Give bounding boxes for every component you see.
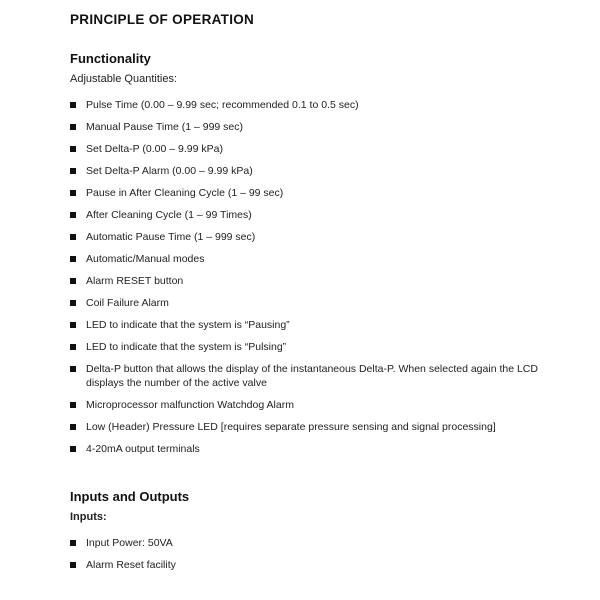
list-item <box>70 443 570 457</box>
list-item-text: Automatic Pause Time (1 – 999 sec) <box>86 231 256 243</box>
square-bullet-icon <box>70 102 76 108</box>
list-item-text: Input Power: 50VA <box>86 537 173 549</box>
list-item <box>70 399 570 413</box>
list-item-text: Delta-P button that allows the display of the instantaneous Delta-P. When selected again the LCD displays the number of the active valve <box>86 363 538 389</box>
list-item-text: LED to indicate that the system is “Pulsing” <box>86 341 287 353</box>
adjustable-quantities-label: Adjustable Quantities: <box>70 73 178 85</box>
document-title: PRINCIPLE OF OPERATION <box>70 12 255 27</box>
square-bullet-icon <box>70 190 76 196</box>
square-bullet-icon <box>70 562 76 568</box>
square-bullet-icon <box>70 322 76 328</box>
square-bullet-icon <box>70 146 76 152</box>
square-bullet-icon <box>70 168 76 174</box>
list-item <box>70 231 570 245</box>
list-item <box>70 209 570 223</box>
list-item-text: Automatic/Manual modes <box>86 253 205 265</box>
list-item <box>70 537 570 551</box>
list-item <box>70 275 570 289</box>
square-bullet-icon <box>70 344 76 350</box>
square-bullet-icon <box>70 446 76 452</box>
square-bullet-icon <box>70 234 76 240</box>
square-bullet-icon <box>70 212 76 218</box>
list-item-text: Alarm Reset facility <box>86 559 176 571</box>
list-item <box>70 165 570 179</box>
list-item-text: LED to indicate that the system is “Pausing” <box>86 319 290 331</box>
list-item-text: 4-20mA output terminals <box>86 442 200 455</box>
square-bullet-icon <box>70 256 76 262</box>
list-item <box>70 363 570 390</box>
list-item <box>70 121 570 135</box>
list-item-text: Alarm RESET button <box>86 275 184 287</box>
list-item-text: Pause in After Cleaning Cycle (1 – 99 sec) <box>86 187 284 199</box>
list-item-text: Pulse Time (0.00 – 9.99 sec; recommended 0.1 to 0.5 sec) <box>86 99 359 111</box>
list-item-text: Set Delta-P (0.00 – 9.99 kPa) <box>86 143 223 155</box>
inputs-label: Inputs: <box>70 511 107 523</box>
square-bullet-icon <box>70 300 76 306</box>
square-bullet-icon <box>70 402 76 408</box>
functionality-heading: Functionality <box>70 51 151 66</box>
square-bullet-icon <box>70 366 76 372</box>
list-item <box>70 253 570 267</box>
functionality-list <box>70 99 570 465</box>
list-item-text: Low (Header) Pressure LED [requires separate pressure sensing and signal processing] <box>86 420 496 433</box>
list-item-text: Set Delta-P Alarm (0.00 – 9.99 kPa) <box>86 165 253 177</box>
list-item <box>70 319 570 333</box>
square-bullet-icon <box>70 124 76 130</box>
list-item <box>70 99 570 113</box>
inputs-list <box>70 537 570 581</box>
list-item <box>70 421 570 435</box>
list-item <box>70 143 570 157</box>
list-item <box>70 187 570 201</box>
square-bullet-icon <box>70 540 76 546</box>
list-item-text: Coil Failure Alarm <box>86 297 169 309</box>
inputs-outputs-heading: Inputs and Outputs <box>70 489 190 504</box>
square-bullet-icon <box>70 278 76 284</box>
list-item <box>70 559 570 573</box>
list-item-text: Microprocessor malfunction Watchdog Alarm <box>86 398 294 411</box>
list-item-text: After Cleaning Cycle (1 – 99 Times) <box>86 209 252 221</box>
list-item-text: Manual Pause Time (1 – 999 sec) <box>86 121 243 133</box>
list-item <box>70 297 570 311</box>
square-bullet-icon <box>70 424 76 430</box>
list-item <box>70 341 570 355</box>
